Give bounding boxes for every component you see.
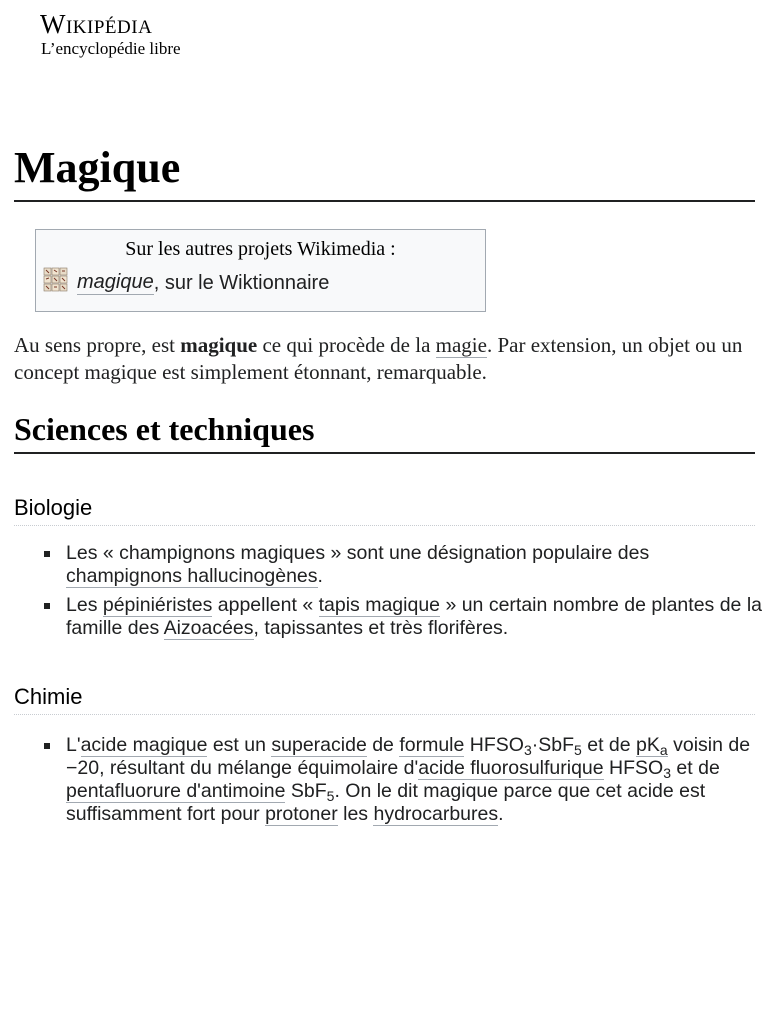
list-item — [66, 594, 766, 640]
item-text: , tapissantes et très florifères. — [253, 617, 509, 639]
item-text: et de — [581, 734, 637, 756]
list-item — [66, 734, 766, 826]
wiktionary-icon — [43, 266, 69, 292]
acide-fluorosulfurique-link[interactable]: acide fluorosulfurique — [418, 757, 604, 779]
subsection-heading-biologie: Biologie — [14, 494, 755, 526]
wikipedia-logo[interactable] — [40, 8, 181, 58]
sister-projects-box — [35, 229, 486, 312]
protoner-link[interactable]: protoner — [265, 803, 338, 825]
item-text: . — [498, 803, 504, 825]
intro-paragraph — [14, 332, 759, 386]
subsection-heading-chimie: Chimie — [14, 683, 755, 715]
subscript: 5 — [574, 742, 582, 758]
subscript: 5 — [326, 788, 335, 804]
item-text: est un — [207, 734, 272, 756]
subscript: 3 — [663, 765, 672, 781]
pentafluorure-antimoine-link[interactable]: pentafluorure d'antimoine — [66, 780, 286, 802]
sister-projects-title: Sur les autres projets Wikimedia : — [125, 238, 396, 260]
champignons-hallucinogenes-link[interactable]: champignons hallucinogènes — [66, 565, 318, 587]
biologie-list — [44, 542, 766, 646]
item-text: . — [317, 565, 323, 587]
list-item — [66, 542, 766, 588]
chimie-list — [44, 734, 766, 832]
intro-text: Au sens propre, est — [14, 333, 181, 357]
page-title: Magique — [14, 141, 755, 202]
item-text: voisin de −20, résultant du mélange équimolaire d' — [66, 734, 751, 779]
wiktionary-suffix: , sur le Wiktionnaire — [153, 271, 330, 294]
intro-text: . Par extension, un objet ou un concept magique est simplement étonnant, remarquable. — [14, 333, 743, 384]
pka-text: pK — [636, 734, 660, 756]
subscript: a — [659, 742, 668, 758]
item-text: de — [366, 734, 400, 756]
subscript: 3 — [523, 742, 532, 758]
logo-wordmark: Wikipédia — [40, 9, 153, 39]
item-text: . On le dit magique parce que cet acide est suffisamment fort pour — [66, 780, 706, 825]
item-text: Les — [66, 594, 103, 616]
acide-magique-link[interactable]: acide magique — [80, 734, 208, 756]
item-text: Les « champignons magiques » sont une désignation populaire des — [66, 542, 650, 564]
magie-link[interactable]: magie — [435, 333, 487, 357]
item-text: SbF — [285, 780, 327, 802]
logo-tagline: L’encyclopédie libre — [41, 39, 181, 58]
formule-link[interactable]: formule — [399, 734, 465, 756]
item-text: les — [337, 803, 374, 825]
wiktionary-link-line — [43, 270, 329, 296]
intro-bold-term: magique — [180, 333, 258, 357]
wiktionary-magique-link[interactable]: magique — [77, 271, 154, 293]
item-text: HFSO — [464, 734, 524, 756]
superacide-link[interactable]: superacide — [271, 734, 367, 756]
intro-text: ce qui procède de la — [257, 333, 436, 357]
item-text: et de — [671, 757, 720, 779]
pepinieristes-link[interactable]: pépiniéristes — [102, 594, 213, 616]
hydrocarbures-link[interactable]: hydrocarbures — [373, 803, 499, 825]
item-text: HFSO — [603, 757, 664, 779]
item-text: ·SbF — [531, 734, 575, 756]
aizoacees-link[interactable]: Aizoacées — [163, 617, 254, 639]
tapis-magique-link[interactable]: tapis magique — [318, 594, 441, 616]
item-text: » un certain nombre de plantes de la famille des — [66, 594, 762, 639]
item-text: L' — [66, 734, 81, 756]
section-heading-sciences: Sciences et techniques — [14, 408, 755, 454]
pka-link[interactable] — [636, 734, 668, 757]
item-text: appellent « — [212, 594, 319, 616]
